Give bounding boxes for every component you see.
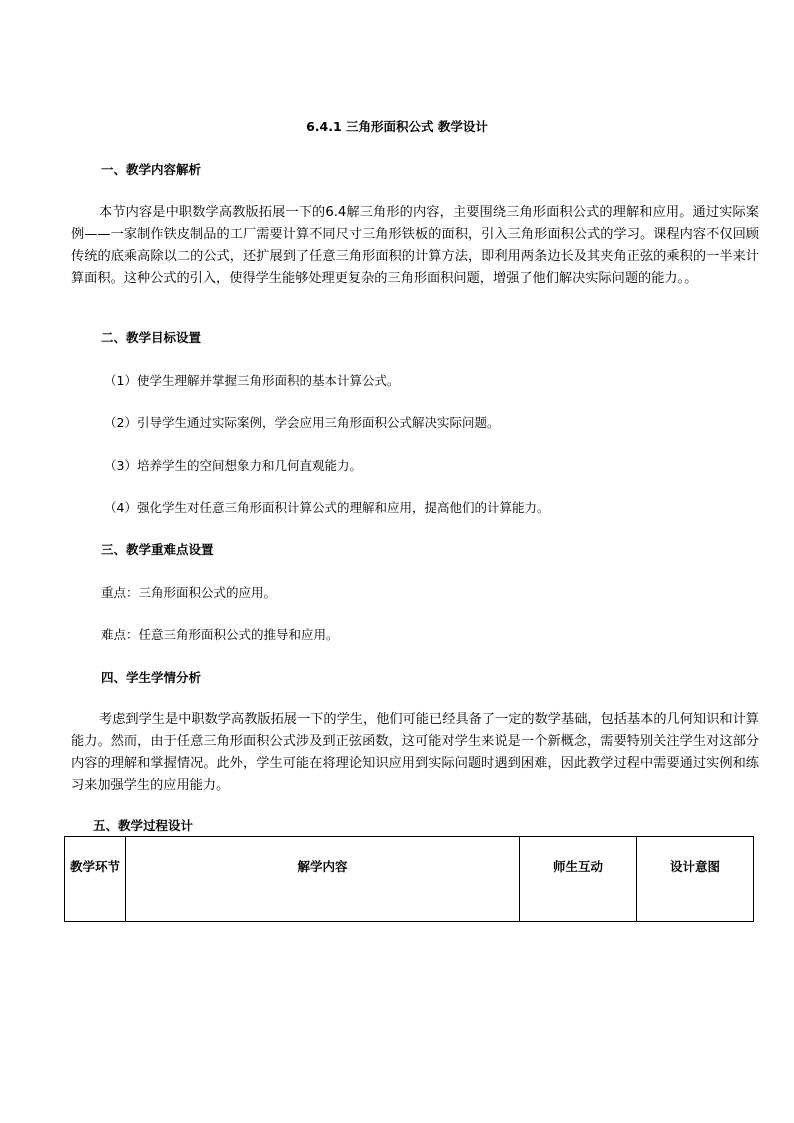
header-teaching-stage: 教学环节 <box>65 837 126 922</box>
header-content: 解学内容 <box>126 837 520 922</box>
goal-2: （2）引导学生通过实际案例，学会应用三角形面积公式解决实际问题。 <box>104 415 500 430</box>
header-interaction: 师生互动 <box>520 837 637 922</box>
section-4-body: 考虑到学生是中职数学高教版拓展一下的学生，他们可能已经具备了一定的数学基础，包括基本的几何知识和计算能力。然而，由于任意三角形面积公式涉及到正弦函数，这可能对学生来说是一个新概念，需要特别关注学生对这部分内容的理解和掌握情况。此外，学生可能在将理论知识应用到实际问题时遇到困难，因此教学过程中需要通过实例和练习来加强学生的应用能力。 <box>71 712 759 793</box>
difficult-point: 难点：任意三角形面积公式的推导和应用。 <box>101 627 339 642</box>
goal-3: （3）培养学生的空间想象力和几何直观能力。 <box>104 458 362 473</box>
section-4-heading: 四、学生学情分析 <box>101 670 202 685</box>
section-1-heading: 一、教学内容解析 <box>101 162 202 177</box>
goal-1: （1）使学生理解并掌握三角形面积的基本计算公式。 <box>104 373 400 388</box>
section-1-body: 本节内容是中职数学高教版拓展一下的6.4解三角形的内容，主要围绕三角形面积公式的理解和应用。通过实际案例——一家制作铁皮制品的工厂需要计算不同尺寸三角形铁板的面积，引入三角形面积公式的学习。课程内容不仅回顾传统的底乘高除以二的公式，还扩展到了任意三角形面积的计算方法，即利用两条边长及其夹角正弦的乘积的一半来计算面积。这种公式的引入，使得学生能够处理更复杂的三角形面积问题，增强了他们解决实际问题的能力。。 <box>71 205 759 286</box>
section-2-heading: 二、教学目标设置 <box>101 330 202 345</box>
section-5-heading: 五、教学过程设计 <box>93 818 194 833</box>
document-title: 6.4.1 三角形面积公式 教学设计 <box>306 119 488 134</box>
table-header-row <box>65 837 754 922</box>
section-3-heading: 三、教学重难点设置 <box>101 542 214 557</box>
key-point: 重点：三角形面积公式的应用。 <box>101 585 277 600</box>
header-design-intent: 设计意图 <box>637 837 754 922</box>
teaching-process-table <box>64 836 754 922</box>
goal-4: （4）强化学生对任意三角形面积计算公式的理解和应用，提高他们的计算能力。 <box>104 500 550 515</box>
